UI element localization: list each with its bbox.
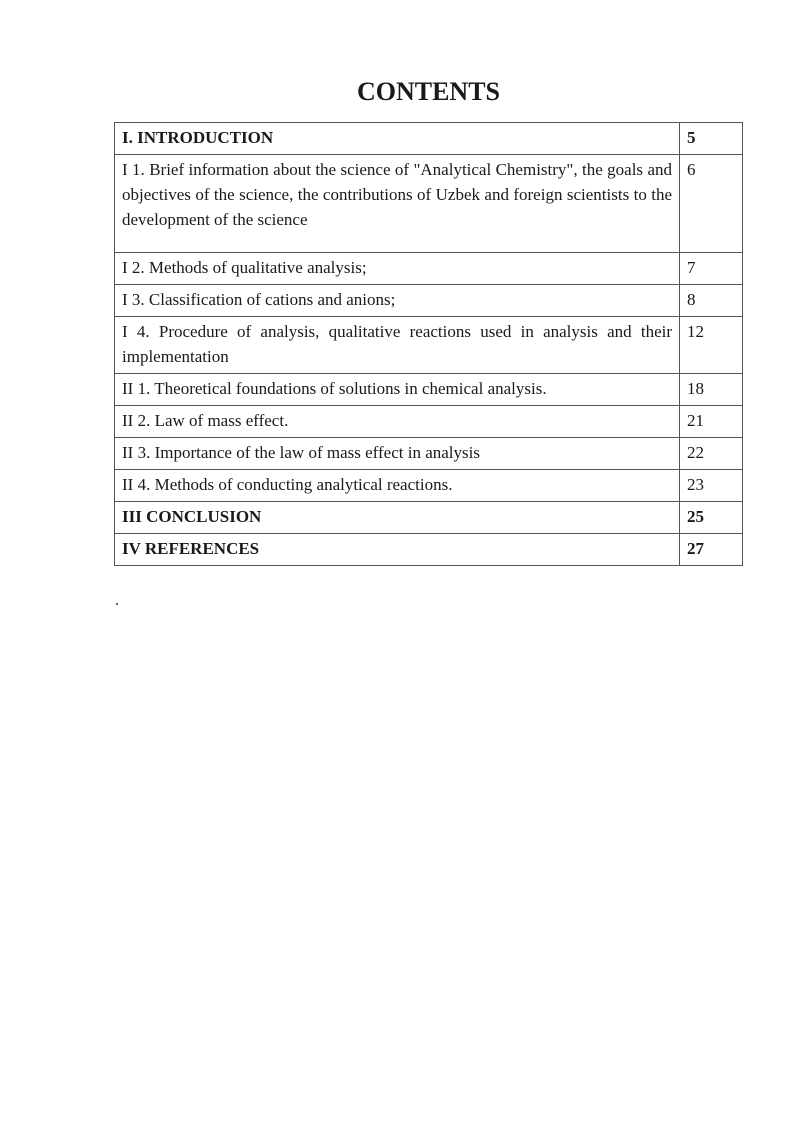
toc-entry-title: II 3. Importance of the law of mass effect in analysis <box>115 438 680 470</box>
toc-row <box>115 317 743 374</box>
toc-entry-page: 18 <box>680 374 743 406</box>
toc-entry-page: 23 <box>680 470 743 502</box>
toc-entry-page: 22 <box>680 438 743 470</box>
toc-row-introduction <box>115 123 743 155</box>
page-title: CONTENTS <box>356 77 501 106</box>
toc-entry-page: 5 <box>680 123 743 155</box>
toc-entry-title: I 3. Classification of cations and anions; <box>115 285 680 317</box>
toc-entry-page: 12 <box>680 317 743 374</box>
toc-entry-title: III CONCLUSION <box>115 502 680 534</box>
toc-row <box>115 253 743 285</box>
toc-entry-title: II 2. Law of mass effect. <box>115 406 680 438</box>
toc-row <box>115 470 743 502</box>
toc-entry-title: I. INTRODUCTION <box>115 123 680 155</box>
contents-table <box>114 122 743 566</box>
trailing-period: . <box>115 592 119 609</box>
toc-entry-title: II 1. Theoretical foundations of solutions in chemical analysis. <box>115 374 680 406</box>
toc-entry-page: 21 <box>680 406 743 438</box>
toc-entry-title: I 1. Brief information about the science of "Analytical Chemistry", the goals and objectives of the science, the contributions of Uzbek and foreign scientists to the development of the science <box>115 155 680 253</box>
toc-entry-page: 8 <box>680 285 743 317</box>
toc-row <box>115 438 743 470</box>
toc-row-conclusion <box>115 502 743 534</box>
toc-entry-title: IV REFERENCES <box>115 534 680 566</box>
toc-row <box>115 374 743 406</box>
toc-entry-page: 7 <box>680 253 743 285</box>
toc-row <box>115 155 743 253</box>
toc-entry-title: I 2. Methods of qualitative analysis; <box>115 253 680 285</box>
toc-entry-title: I 4. Procedure of analysis, qualitative reactions used in analysis and their implementation <box>115 317 680 374</box>
toc-entry-page: 6 <box>680 155 743 253</box>
toc-row <box>115 285 743 317</box>
toc-entry-title: II 4. Methods of conducting analytical reactions. <box>115 470 680 502</box>
toc-entry-page: 25 <box>680 502 743 534</box>
toc-entry-page: 27 <box>680 534 743 566</box>
toc-row <box>115 406 743 438</box>
toc-row-references <box>115 534 743 566</box>
